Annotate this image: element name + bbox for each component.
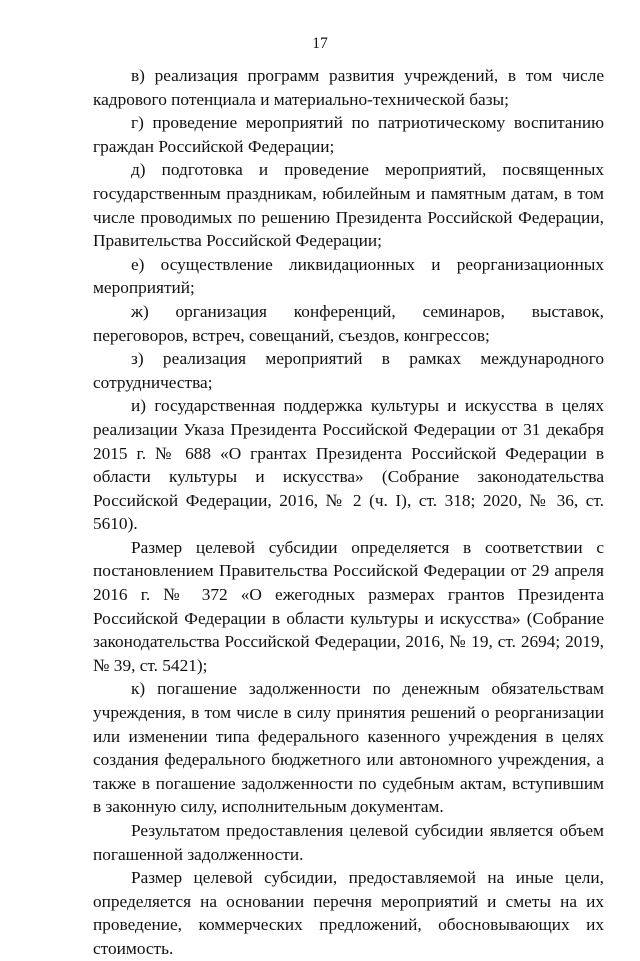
paragraph-zh-conferences: ж) организация конференций, семинаров, выставок, переговоров, встреч, совещаний, съездов, конгрессов; bbox=[93, 301, 604, 345]
paragraph-subsidy-size-grants: Размер целевой субсидии определяется в соответствии с постановлением Правительства Российской Федерации от 29 апреля 2016 г. № 372 «О ежегодных размерах грантов Президента Российской Федерации в области культуры и искусства» (Собрание законодательства Российской Федерации, 2016, № 19, ст. 2694; 2019, № 39, ст. 5421); bbox=[93, 537, 604, 675]
paragraph-subsidy-result: Результатом предоставления целевой субсидии является объем погашенной задолженности. bbox=[93, 821, 604, 864]
paragraph-z-international-cooperation: з) реализация мероприятий в рамках международного сотрудничества; bbox=[93, 349, 604, 392]
paragraph-d-state-holidays: д) подготовка и проведение мероприятий, посвященных государственным праздникам, юбилейным и памятным датам, в том числе проводимых по решению Президента Российской Федерации, Правительства Российской Федерации; bbox=[93, 160, 604, 251]
paragraph-k-debt-repayment: к) погашение задолженности по денежным обязательствам учреждения, в том числе в силу принятия решений о реорганизации или изменении типа федерального казенного учреждения в целях создания федерального бюджетного или автономного учреждения, а также в погашение задолженности по судебным актам, вступившим в законную силу, исполнительным документам. bbox=[93, 679, 604, 817]
paragraph-e-liquidation: е) осуществление ликвидационных и реорганизационных мероприятий; bbox=[93, 254, 604, 298]
paragraph-g-patriotic-education: г) проведение мероприятий по патриотическому воспитанию граждан Российской Федерации; bbox=[93, 113, 604, 156]
paragraph-v-staff-development: в) реализация программ развития учреждений, в том числе кадрового потенциала и материально-технической базы; bbox=[93, 66, 604, 109]
page-number: 17 bbox=[312, 35, 328, 52]
paragraph-i-culture-support: и) государственная поддержка культуры и искусства в целях реализации Указа Президента Российской Федерации от 31 декабря 2015 г. № 688 «О грантах Президента Российской Федерации в области культуры и искусства» (Собрание законодательства Российской Федерации, 2016, № 2 (ч. I), ст. 318; 2020, № 36, ст. 5610). bbox=[93, 396, 604, 534]
paragraph-subsidy-size-other: Размер целевой субсидии, предоставляемой на иные цели, определяется на основании перечня мероприятий и сметы на их проведение, коммерческих предложений, обосновывающих их стоимость. bbox=[93, 868, 604, 958]
document-body bbox=[93, 64, 604, 961]
